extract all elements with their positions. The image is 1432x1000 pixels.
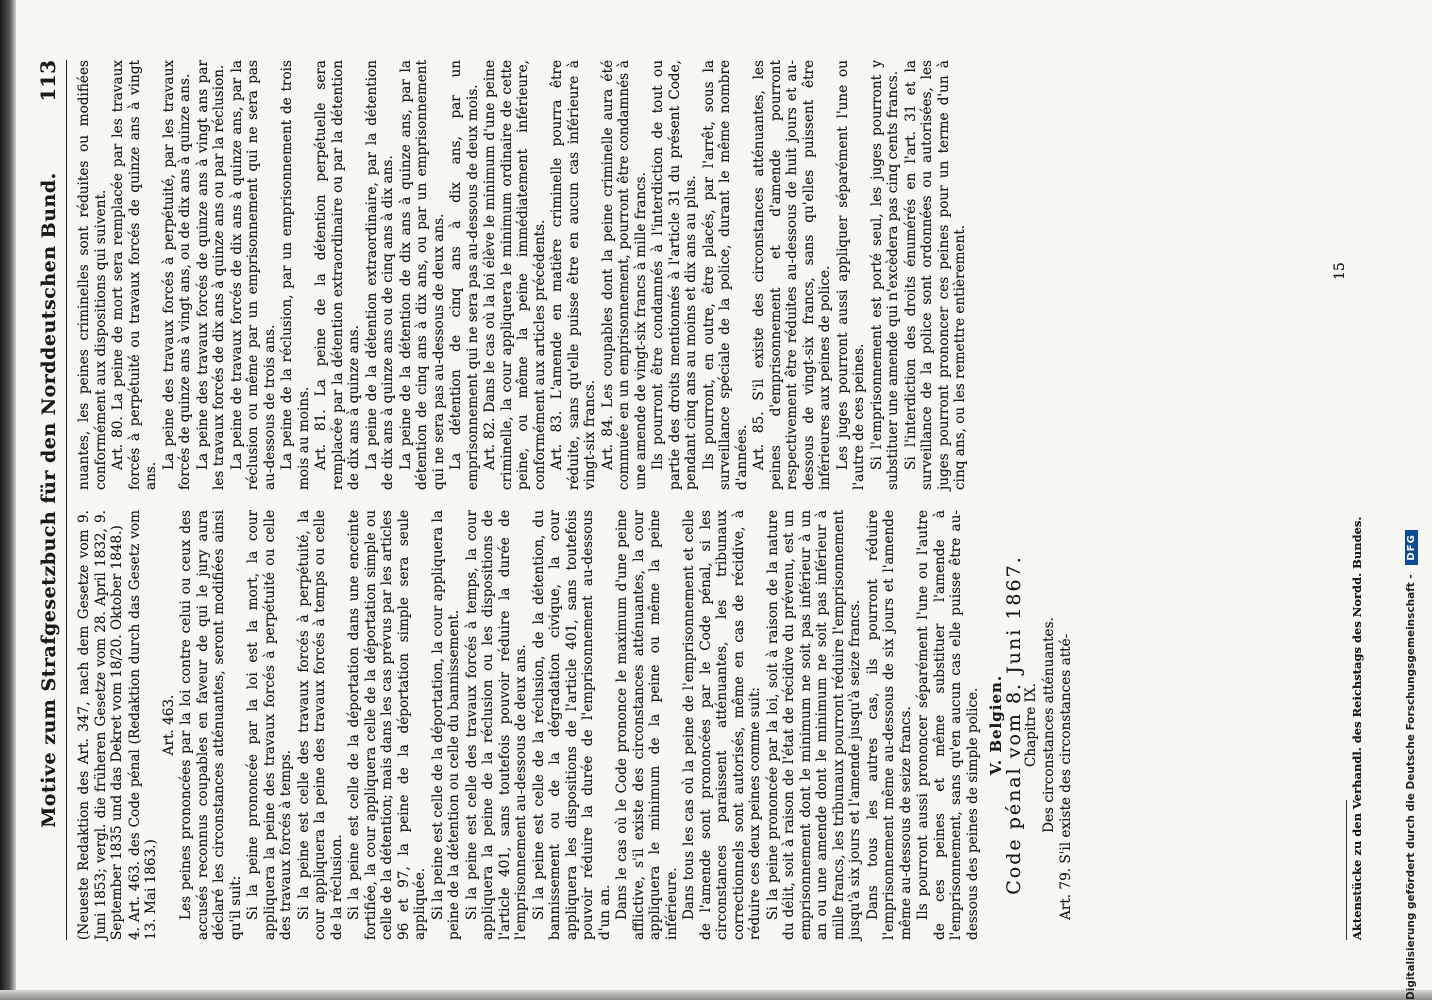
paragraph: Dans tous les autres cas, ils pourront réduire l'emprisonnement même au-dessous de six jours et l'amende même au-dessous de seize francs. <box>864 510 914 940</box>
chapter-subtitle: Des circonstances atténuantes. <box>1040 617 1057 833</box>
paragraph: Si la peine est celle de la déportation, la cour appliquera la peine de la détention ou celle du bannissement. <box>429 510 462 940</box>
sheet-signature-number: 15 <box>1332 262 1348 280</box>
paragraph: Les peines prononcées par la loi contre celui ou ceux des accusés reconnus coupables en faveur de qui le jury aura déclaré les circonstances atténuantes, seront modifiées ainsi qu'il suit: <box>178 510 244 940</box>
chapter-heading: Chapitre IX. <box>1023 683 1039 768</box>
paragraph: (Neueste Redaktion des Art. 347, nach dem Gesetze vom 9. Juni 1853; vergl. die früheren Gesetze vom 28. April 1832, 9. September 1835 und das Dekret vom 18/20. Oktober 1848.) <box>76 510 125 940</box>
running-title: Motive zum Strafgesetzbuch für den Norddeutschen Bund. <box>38 172 60 828</box>
paragraph: La détention de cinq ans à dix ans, par un emprisonnement qui ne sera pas au-dessous de deux mois. <box>448 60 481 490</box>
page-number: 113 <box>36 60 60 102</box>
paragraph: Art. 84. Les coupables dont la peine criminelle aura été commuée en un emprisonnement, pourront être condamnés à une amende de vingt-six francs à mille francs. <box>599 60 649 490</box>
paragraph: Si la peine est celle de la déportation dans une enceinte fortifiée, la cour appliquera celle de la déportation simple ou celle de la détention; mais dans les cas prévus par les articles 96 et 97, la peine de la déportation simple sera seule appliquée. <box>346 510 428 940</box>
paragraph: Si la peine est celle des travaux forcés à perpétuité, la cour appliquera la peine des travaux forcés à temps ou celle de la réclusion. <box>295 510 345 940</box>
article-heading: Art. 463. <box>160 694 177 756</box>
dfg-logo: DFG <box>1405 530 1418 564</box>
running-head <box>36 60 67 940</box>
paragraph: La peine des travaux forcés de quinze ans à vingt ans par les travaux forcés de dix ans à quinze ans ou par la réclusion. <box>194 60 227 490</box>
paragraph: Art. 82. Dans le cas où la loi élève le minimum d'une peine criminelle, la cour appliquera le minimum ordinaire de cette peine, ou même la peine immédiatement inférieure, conformément aux articles précédents. <box>482 60 548 490</box>
paragraph: Si la peine prononcée par la loi est la mort, la cour appliquera la peine des travaux forcés à perpétuité ou celle des travaux forcés à temps. <box>245 510 294 940</box>
paragraph: Art. 79. S'il existe des circonstances atté- <box>1058 633 1074 920</box>
paragraph: nuantes, les peines criminelles sont réduites ou modifiées conformément aux dispositions qui suivent. <box>76 60 109 490</box>
paragraph: Art. 83. L'amende en matière criminelle pourra être réduite, sans qu'elle puisse être en aucun cas inférieure à vingt-six francs. <box>549 60 598 490</box>
paragraph: La peine de la réclusion, par un emprisonnement de trois mois au moins. <box>279 60 312 490</box>
paragraph: La peine de travaux forcés de dix ans à quinze ans, par la réclusion ou même par un emprisonnement qui ne sera pas au-dessous de trois ans. <box>228 60 278 490</box>
paragraph: Si la peine est celle des travaux forcés à temps, la cour appliquera la peine de la réclusion ou les dispositions de l'article 401, sans toutefois pouvoir réduire la durée de l'emprisonnement au-dessous de deux ans. <box>463 510 529 940</box>
paragraph: Art. 85. S'il existe des circonstances atténuantes, les peines d'emprisonnement et d'amende pourront respectivement être réduites au-dessous de huit jours et au-dessous de vingt-six francs, sans qu'elles puissent être inférieures aux peines de police. <box>751 60 833 490</box>
left-column <box>76 510 1076 940</box>
code-heading: Code pénal vom 8. Juni 1867. <box>1002 555 1025 895</box>
paragraph: Art. 81. La peine de la détention perpétuelle sera remplacée par la détention extraordinaire ou par la détention de dix ans à quinze ans. <box>313 60 362 490</box>
rotated-page <box>14 0 1424 1000</box>
paragraph: Si l'emprisonnement est porté seul, les juges pourront y substituer une amende qui n'excèdera pas cinq cents francs. <box>868 60 901 490</box>
paragraph: Si la peine prononcée par la loi, soit à raison de la nature du délit, soit à raison de l'état de récidive du prévenu, est un emprisonnement dont le minimum ne soit pas inférieur à un an ou une amende dont le minimum ne soit pas inférieur à mille francs, les tribunaux pourront réduire l'emprisonnement jusqu'à six jours et l'amende jusqu'à seize francs. <box>764 510 863 940</box>
paragraph: Si la peine est celle de la réclusion, de la détention, du bannissement ou de la dégradation civique, la cour appliquera les dispositions de l'article 401, sans toutefois pouvoir réduire la durée de l'emprisonnement au-dessous d'un an. <box>530 510 613 940</box>
footnote-rule <box>1346 800 1347 940</box>
paragraph: Dans tous les cas où la peine de l'emprisonnement et celle de l'amende sont prononcées par le Code pénal, si les circonstances paraissent atténuantes, les tribunaux correctionnels sont autorisés, même en cas de récidive, à réduire ces deux peines comme suit: <box>681 510 763 940</box>
paragraph: Art. 80. La peine de mort sera remplacée par les travaux forcés à perpétuité ou travaux forcés de quinze ans à vingt ans. <box>110 60 159 490</box>
right-column <box>76 60 970 490</box>
paragraph: La peine de la détention de dix ans à quinze ans, par la détention de cinq ans à dix ans, ou par un emprisonnement qui ne sera pas au-dessous de deux ans. <box>397 60 447 490</box>
paragraph: La peine des travaux forcés à perpétuité, par les travaux forcés de quinze ans à vingt ans, ou de dix ans à quinze ans. <box>160 60 193 490</box>
funding-text: Digitalisierung gefördert durch die Deutsche Forschungsgemeinschaft - <box>1405 574 1417 1000</box>
paragraph: La peine de la détention extraordinaire, par la détention de dix ans à quinze ans ou de cinq ans à dix ans. <box>363 60 396 490</box>
paragraph: Ils pourront aussi prononcer séparément l'une ou l'autre de ces peines et même substituer l'amende à l'emprisonnement, sans qu'en aucun cas elle puisse être au-dessous des peines de simple police. <box>915 510 981 940</box>
paragraph: Ils pourront, en outre, être placés, par l'arrêt, sous la surveillance spéciale de la police, durant le même nombre d'années. <box>700 60 750 490</box>
paragraph: 4. Art. 463. des Code pénal (Redaktion durch das Gesetz vom 13. Mai 1863.) <box>126 510 159 940</box>
footnote: Aktenstücke zu den Verhandl. des Reichstags des Nordd. Bundes. <box>1350 516 1364 940</box>
section-heading: V. Belgien. <box>987 674 1005 776</box>
paragraph: Dans le cas où le Code prononce le maximum d'une peine afflictive, s'il existe des circonstances atténuantes, la cour appliquera le minimum de la peine ou même la peine inférieure. <box>614 510 680 940</box>
paragraph: Si l'interdiction des droits énumérés en l'art. 31 et la surveillance de la police sont ordonnées ou autorisées, les juges pourront prononcer ces peines pour un terme d'un à cinq ans, ou les remettre entièrement. <box>902 60 968 490</box>
paragraph: Les juges pourront aussi appliquer séparément l'une ou l'autre de ces peines. <box>834 60 867 490</box>
paragraph: Ils pourront être condamnés à l'interdiction de tout ou partie des droits mentionnés à l'article 31 du présent Code, pendant cinq ans au moins et dix ans au plus. <box>650 60 699 490</box>
